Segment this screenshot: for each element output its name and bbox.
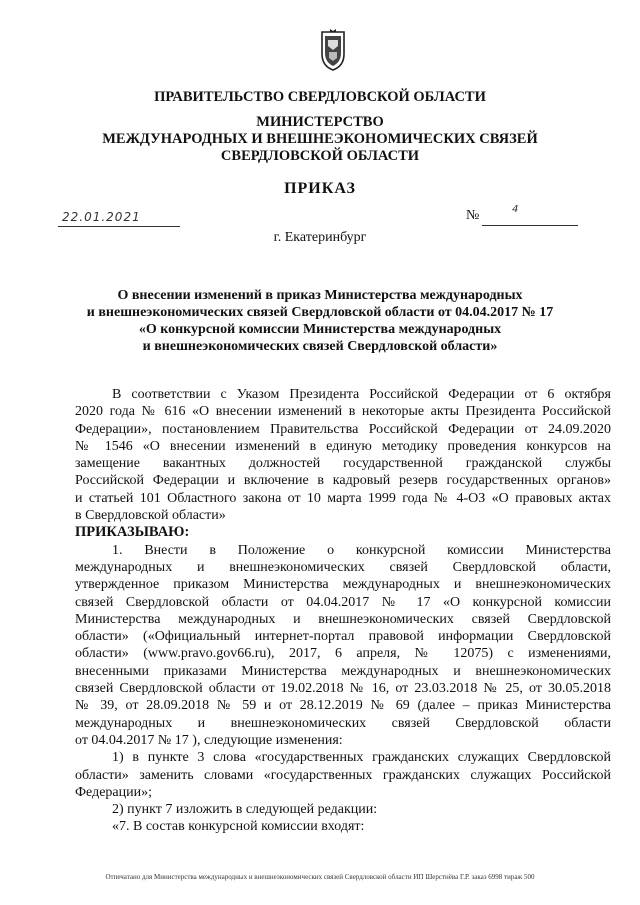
item-line: связей Свердловской области от 04.04.2017 № 17 «О конкурсной комиссии (75, 594, 611, 610)
intro-line: в Свердловской области» (75, 508, 226, 524)
intro-line: замещение вакантных должностей государственной гражданской службы (75, 456, 611, 472)
intro-line: № 1546 «О внесении изменений в единую методику проведения конкурсов на (75, 438, 611, 454)
order-number: 4 (512, 204, 519, 215)
subject-line: и внешнеэкономических связей Свердловской области» (142, 339, 498, 354)
item-1-paragraph (75, 542, 611, 750)
ministry-title-line: МЕЖДУНАРОДНЫХ И ВНЕШНЕЭКОНОМИЧЕСКИХ СВЯЗЕЙ (102, 131, 538, 147)
intro-line: Федерации», постановлением Правительства Российской Федерации от 24.09.2020 (75, 421, 611, 437)
item-line: международных и внешнеэкономических связей Свердловской области, (75, 559, 611, 575)
item-line: от 04.04.2017 № 17 ), следующие изменения: (75, 732, 343, 748)
ministry-title-line: СВЕРДЛОВСКОЙ ОБЛАСТИ (220, 148, 420, 164)
intro-line: Российской Федерации и включение в кадровый резерв государственных органов» (75, 473, 611, 489)
subitem-2: 2) пункт 7 изложить в следующей редакции: (112, 802, 378, 818)
item-line: области» («Официальный интернет-портал правовой информации Свердловской (75, 629, 611, 645)
number-underline (482, 225, 578, 226)
item-line: области» (www.pravo.gov66.ru), 2017, 6 апреля, № 12075) с изменениями, (75, 646, 611, 662)
intro-paragraph (75, 386, 611, 524)
order-number-label: № (466, 208, 480, 223)
ministry-title (0, 114, 640, 165)
intro-line: и статьей 101 Областного закона от 10 марта 1999 года № 4-ОЗ «О правовых актах (75, 490, 611, 506)
item-line: № 39, от 28.09.2018 № 59 и от 28.12.2019 № 69 (далее – приказ Министерства (75, 698, 611, 714)
item-line: международных и внешнеэкономических связей Свердловской области (75, 715, 611, 731)
coat-of-arms-icon (316, 28, 350, 72)
document-body (75, 386, 611, 836)
city: г. Екатеринбург (273, 230, 367, 245)
government-title: ПРАВИТЕЛЬСТВО СВЕРДЛОВСКОЙ ОБЛАСТИ (154, 89, 486, 105)
item-line: внесенными приказами Министерства международных и внешнеэкономических (75, 663, 611, 679)
subject-line: О внесении изменений в приказ Министерства международных (117, 288, 523, 303)
order-subject (0, 287, 640, 355)
subject-line: «О конкурсной комиссии Министерства международных (138, 322, 502, 337)
order-date: 22.01.2021 (62, 210, 141, 224)
subitem-1-paragraph (75, 749, 611, 801)
subitem-line: 1) в пункте 3 слова «государственных гражданских служащих Свердловской (112, 750, 611, 766)
item-line: связей Свердловской области от 19.02.2018 № 16, от 23.03.2018 № 25, от 30.05.2018 (75, 681, 611, 697)
document-type: ПРИКАЗ (284, 180, 356, 197)
subject-line: и внешнеэкономических связей Свердловской области от 04.04.2017 № 17 (86, 305, 554, 320)
subitem-line: области» заменить словами «государственных гражданских служащих Российской (75, 767, 611, 783)
intro-line: В соответствии с Указом Президента Российской Федерации от 6 октября (112, 387, 611, 402)
item-line: 1. Внести в Положение о конкурсной комиссии Министерства (112, 542, 611, 558)
subitem-3: «7. В состав конкурсной комиссии входят: (112, 819, 365, 835)
ministry-title-line: МИНИСТЕРСТВО (256, 114, 384, 130)
order-word: ПРИКАЗЫВАЮ: (75, 524, 190, 541)
subitem-line: Федерации»; (75, 784, 153, 800)
date-underline (58, 226, 180, 227)
print-footer: Отпечатано для Министерства международных и внешнеэкономических связей Свердловской области ИП Шерстнёва Г.Р. заказ 6998 тираж 500 (105, 873, 535, 881)
item-line: утвержденное приказом Министерства международных и внешнеэкономических (75, 577, 611, 593)
intro-line: 2020 года № 616 «О внесении изменений в некоторые акты Президента Российской (75, 404, 611, 420)
item-line: Министерства международных и внешнеэкономических связей Свердловской (75, 611, 611, 627)
